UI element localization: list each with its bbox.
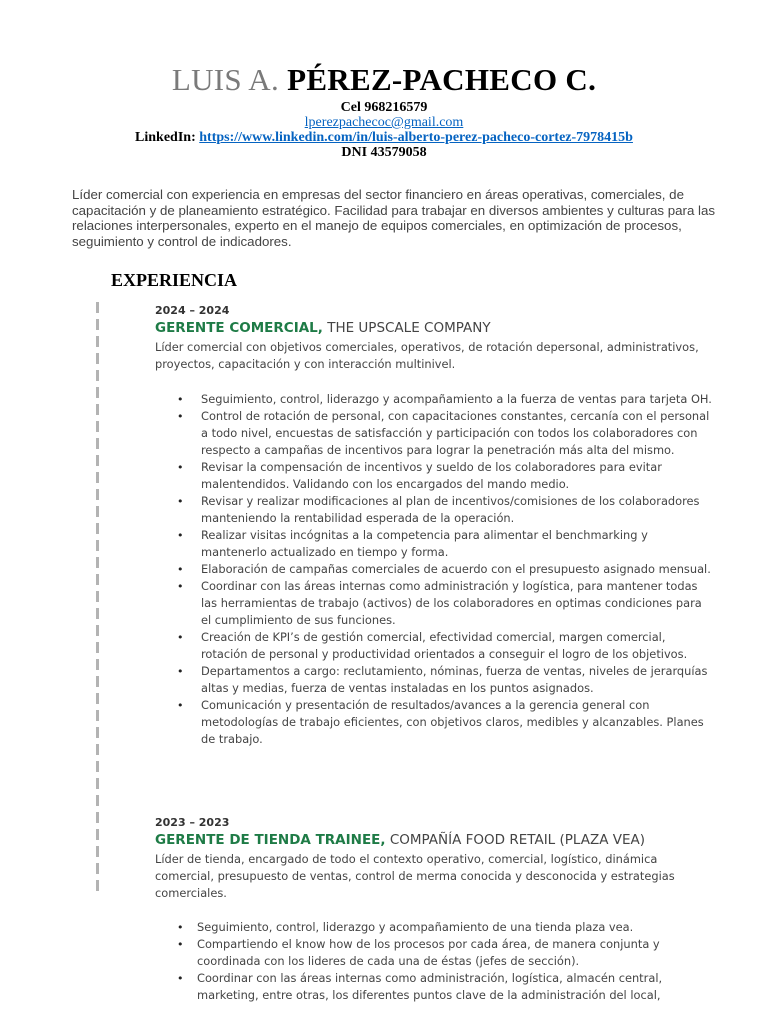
timeline-tick [96,523,99,534]
timeline-tick [96,336,99,347]
job-entry [155,303,715,748]
timeline-tick [96,863,99,874]
job-bullet: • Compartiendo el know how de los procesos por cada área, de manera conjunta y coordinada con los lideres de cada una de éstas (jefes de sección). [155,936,715,970]
experience-section-title: EXPERIENCIA [111,270,238,290]
job-bullet: • Control de rotación de personal, con capacitaciones constantes, cercanía con el personal a todo nivel, encuestas de satisfacción y participación con todos los colaboradores con respecto a campañas de incentivos para lograr la penetración más alta del mismo. [155,408,715,459]
timeline-tick [96,472,99,483]
job-role: GERENTE DE TIENDA TRAINEE, [155,832,386,848]
timeline-tick [96,625,99,636]
timeline-tick [96,693,99,704]
name-last: PÉREZ-PACHECO C. [287,62,597,97]
timeline-tick [96,778,99,789]
job-title [155,319,715,338]
job-bullet: • Realizar visitas incógnitas a la competencia para alimentar el benchmarking y mantenerlo actualizado en tiempo y forma. [155,527,715,561]
timeline-tick [96,404,99,415]
job-bullet: • Revisar y realizar modificaciones al plan de incentivos/comisiones de los colaboradores manteniendo la rentabilidad esperada de la operación. [155,493,715,527]
job-dates: 2023 – 2023 [155,816,230,829]
timeline-tick [96,744,99,755]
timeline-tick [96,676,99,687]
timeline-tick [96,812,99,823]
dni-number: DNI 43579058 [341,145,427,160]
job-dates: 2024 – 2024 [155,304,230,317]
timeline-tick [96,387,99,398]
profile-summary: Líder comercial con experiencia en empresas del sector financiero en áreas operativas, comerciales, de capacitación y de planeamiento estratégico. Facilidad para trabajar en diversos ambientes y culturas para las relaciones interpersonales, experto en el manejo de equipos comerciales, en optimización de procesos, seguimiento y control de indicadores. [72,187,716,249]
name-first: LUIS A. [171,62,280,97]
timeline-tick [96,846,99,857]
timeline-tick [96,438,99,449]
timeline-tick [96,421,99,432]
timeline-tick [96,659,99,670]
job-bullet: • Coordinar con las áreas internas como administración, logística, almacén central, marketing, entre otras, los diferentes puntos clave de la administración del local, [155,970,715,1004]
job-title [155,831,715,850]
timeline-tick [96,489,99,500]
timeline-tick [96,608,99,619]
email-link[interactable]: lperezpachecoc@gmail.com [304,115,464,130]
timeline-tick [96,370,99,381]
timeline-tick [96,795,99,806]
timeline-tick [96,710,99,721]
timeline-tick [96,642,99,653]
job-company: THE UPSCALE COMPANY [322,320,491,336]
job-role: GERENTE COMERCIAL, [155,320,323,336]
job-bullet-list [155,919,715,1004]
job-bullet: • Departamentos a cargo: reclutamiento, nóminas, fuerza de ventas, niveles de jerarquías altas y medias, fuerza de ventas instaladas en los puntos asignados. [155,663,715,697]
linkedin-row [0,130,768,145]
timeline-tick [96,761,99,772]
timeline-line [96,302,100,890]
timeline-tick [96,302,99,313]
job-company: COMPAÑÍA FOOD RETAIL (PLAZA VEA) [385,832,645,848]
timeline-tick [96,353,99,364]
timeline-tick [96,557,99,568]
job-bullet: • Comunicación y presentación de resultados/avances a la gerencia general con metodologías de trabajo eficientes, con objetivos claros, medibles y alcanzables. Planes de trabajo. [155,697,715,748]
timeline-tick [96,829,99,840]
timeline-tick [96,506,99,517]
job-bullet: • Seguimiento, control, liderazgo y acompañamiento a la fuerza de ventas para tarjeta OH. [155,391,715,408]
timeline-tick [96,727,99,738]
job-bullet: • Creación de KPI’s de gestión comercial, efectividad comercial, margen comercial, rotación de personal y productividad orientados a conseguir el logro de los objetivos. [155,629,715,663]
job-bullet: • Coordinar con las áreas internas como administración y logística, para mantener todas las herramientas de trabajo (activos) de los colaboradores en optimas condiciones para el cumplimiento de sus funciones. [155,578,715,629]
timeline-tick [96,319,99,330]
timeline-tick [96,455,99,466]
timeline-tick [96,880,99,891]
linkedin-label: LinkedIn: [135,130,196,145]
timeline-tick [96,574,99,585]
timeline-tick [96,540,99,551]
job-description: Líder de tienda, encargado de todo el contexto operativo, comercial, logístico, dinámica comercial, presupuesto de ventas, control de merma conocida y desconocida y estrategias comerciales. [155,852,675,900]
job-entry [155,815,715,1004]
candidate-name [0,62,768,98]
job-bullet: • Seguimiento, control, liderazgo y acompañamiento de una tienda plaza vea. [155,919,715,936]
job-bullet: • Elaboración de campañas comerciales de acuerdo con el presupuesto asignado mensual. [155,561,715,578]
phone-number: Cel 968216579 [340,100,428,115]
job-bullet: • Revisar la compensación de incentivos y sueldo de los colaboradores para evitar malentendidos. Validando con los encargados del mando medio. [155,459,715,493]
job-description: Líder comercial con objetivos comerciales, operativos, de rotación depersonal, administrativos, proyectos, capacitación y con interacción multinivel. [155,340,699,371]
resume-header [0,62,768,160]
timeline-tick [96,591,99,602]
job-bullet-list [155,391,715,748]
linkedin-link[interactable]: https://www.linkedin.com/in/luis-alberto-perez-pacheco-cortez-7978415b [199,130,633,145]
